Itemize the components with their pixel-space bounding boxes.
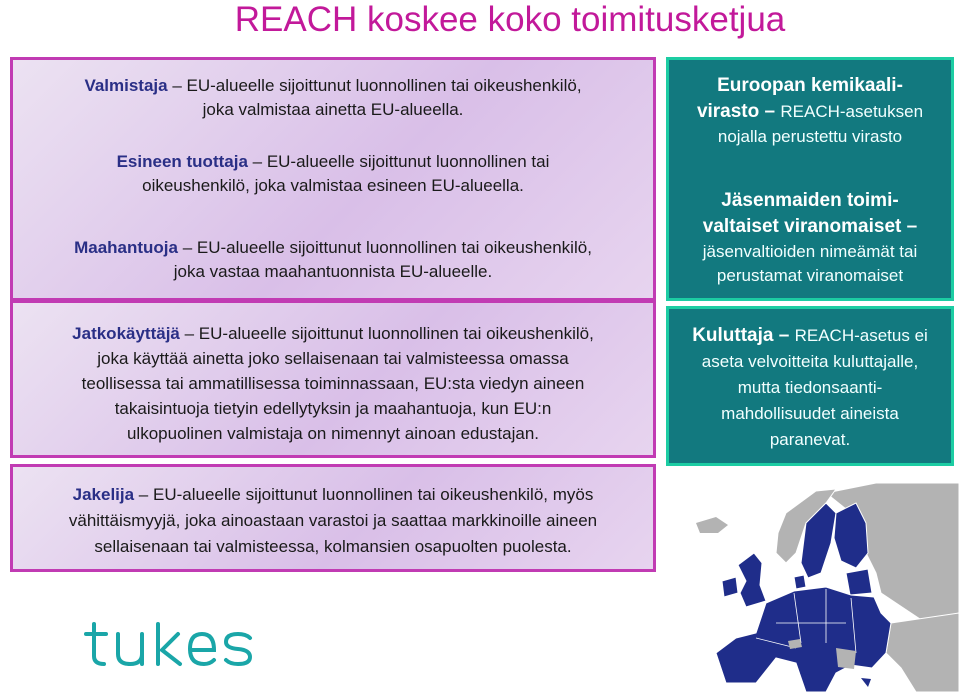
valmistaja-definition: Valmistaja – EU-alueelle sijoittunut luonnollinen tai oikeushenkilö, joka valmistaa ainetta EU-alueella. [84, 76, 582, 119]
authorities-box [666, 57, 954, 301]
actors-box-top [10, 57, 656, 301]
tuottaja-definition: Esineen tuottaja – EU-alueelle sijoittunut luonnollinen tai oikeushenkilö, joka valmistaa esineen EU-alueella. [116, 152, 550, 195]
tukes-logo [80, 620, 260, 668]
actors-box-bottom [10, 464, 656, 572]
jakelija-term: Jakelija [72, 485, 135, 504]
europe-map-icon [676, 483, 959, 692]
valmistaja-term: Valmistaja [84, 76, 168, 95]
jatkokayttaja-term: Jatkokäyttäjä [72, 324, 180, 343]
jakelija-definition: Jakelija – EU-alueelle sijoittunut luonnollinen tai oikeushenkilö, myös vähittäismyyjä, joka ainoastaan varastoi ja saattaa markkinoille aineen sellaisenaan tai valmisteessa, kolmansien osapuolten puolesta. [68, 485, 598, 556]
actors-box-middle [10, 300, 656, 458]
kuluttaja-definition: Kuluttaja – REACH-asetus ei aseta velvoitteita kuluttajalle, mutta tiedonsaanti- mahdollisuudet aineista paranevat. [692, 325, 928, 449]
tuottaja-term: Esineen tuottaja [116, 152, 248, 171]
consumer-box [666, 306, 954, 466]
page-title: REACH koskee koko toimitusketjua [234, 0, 786, 39]
kemikaalivirasto-definition: Euroopan kemikaali- virasto – REACH-asetuksen nojalla perustettu virasto [696, 75, 924, 146]
jatkokayttaja-definition: Jatkokäyttäjä – EU-alueelle sijoittunut luonnollinen tai oikeushenkilö, joka käyttää ainetta joko sellaisenaan tai valmisteessa omassa teollisessa tai ammatillisessa toiminnassaan, EU:sta viedyn aineen takaisintuoja tietyin edellytyksin ja maahantuoja, kun EU:n ulkopuolinen valmistaja on nimennyt ainoan edustajan. [72, 324, 594, 443]
maahantuoja-term: Maahantuoja [74, 238, 178, 257]
jasenmaiden-definition: Jäsenmaiden toimi- valtaiset viranomaiset – jäsenvaltioiden nimeämät tai perustamat viranomaiset [702, 190, 918, 285]
maahantuoja-definition: Maahantuoja – EU-alueelle sijoittunut luonnollinen tai oikeushenkilö, joka vastaa maahantuonnista EU-alueelle. [74, 238, 592, 281]
